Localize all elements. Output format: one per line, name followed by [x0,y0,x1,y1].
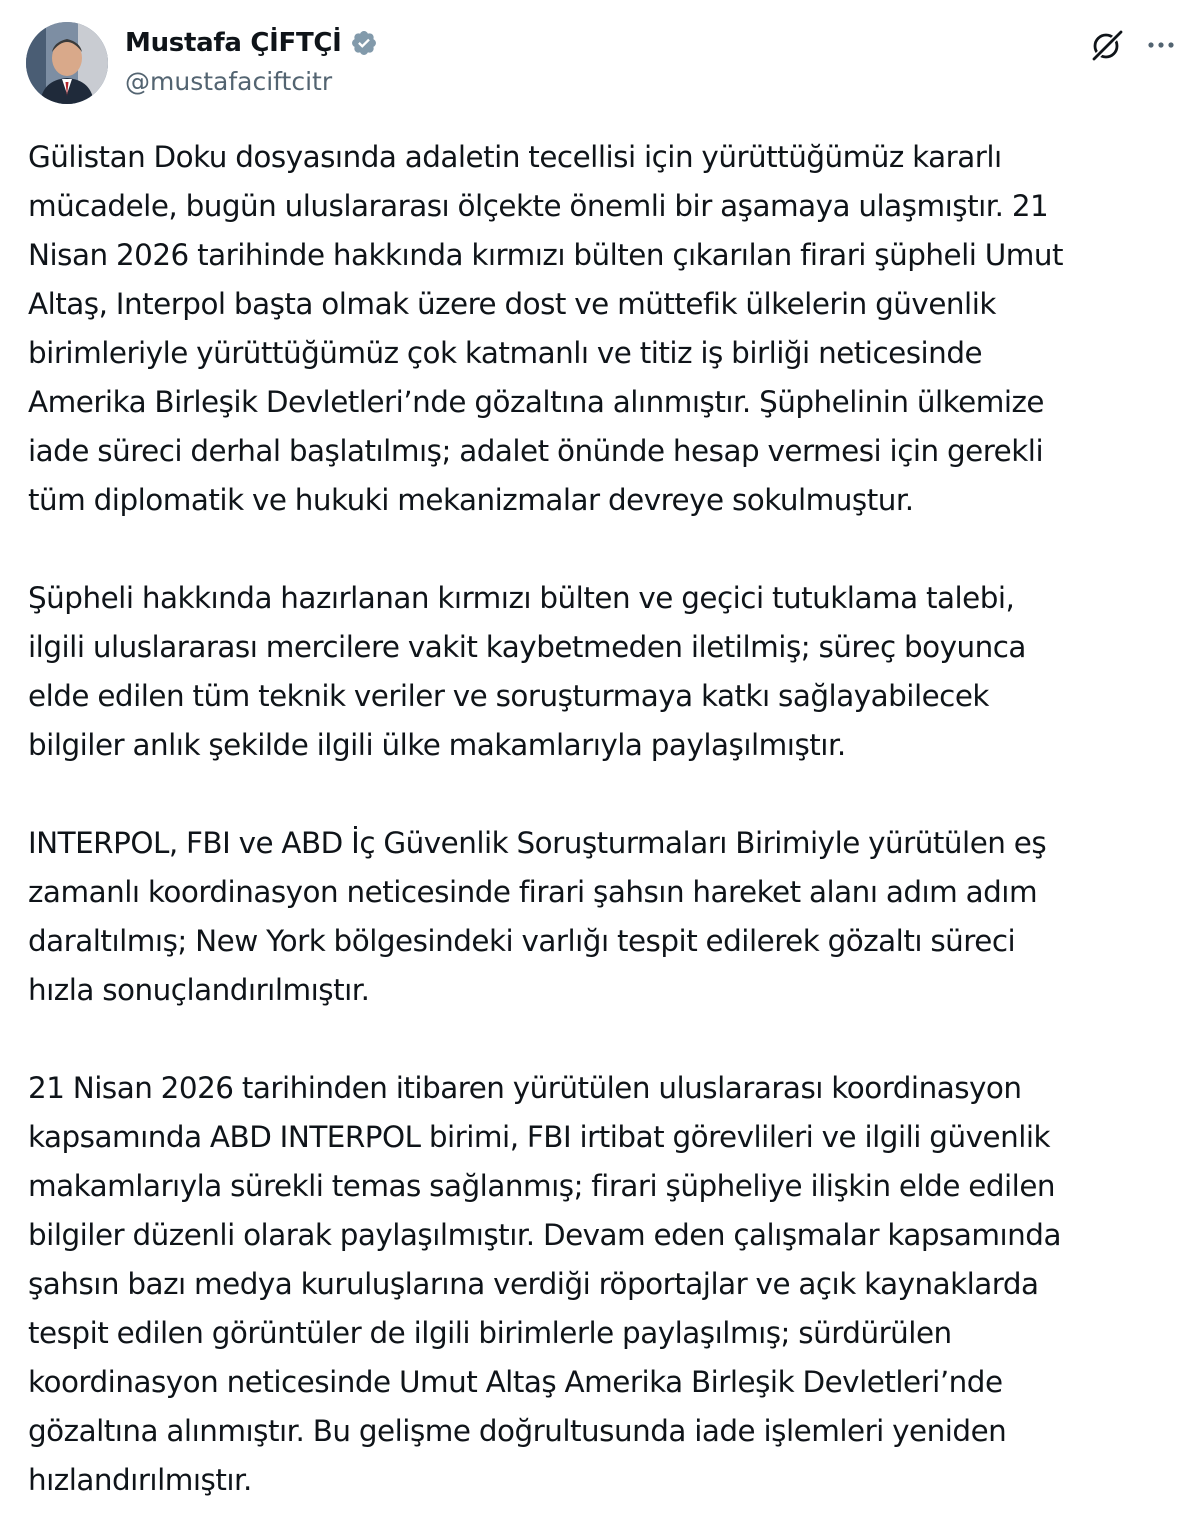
display-name[interactable]: Mustafa ÇİFTÇİ [125,28,342,58]
verified-badge-icon [350,29,378,57]
avatar-image [26,22,108,104]
handle[interactable]: @mustafaciftcitr [125,67,333,96]
tweet-paragraph: Gülistan Doku dosyasında adaletin tecellisi için yürüttüğümüz kararlı mücadele, bugün uluslararası ölçekte önemli bir aşamaya ulaşmıştır. 21 Nisan 2026 tarihinde hakkında kırmızı bülten çıkarılan firari şüpheli Umut Altaş, Interpol başta olmak üzere dost ve müttefik ülkelerin güvenlik birimleriyle yürüttüğümüz çok katmanlı ve titiz iş birliği neticesinde Amerika Birleşik Devletleri’nde gözaltına alınmıştır. Şüphelinin ülkemize iade süreci derhal başlatılmış; adalet önünde hesap vermesi için gerekli tüm diplomatik ve hukuki mekanizmalar devreye sokulmuştur. [28,140,1064,517]
avatar[interactable] [26,22,108,104]
tweet-paragraph: INTERPOL, FBI ve ABD İç Güvenlik Soruşturmaları Birimiyle yürütülen eş zamanlı koordinasyon neticesinde firari şahsın hareket alanı adım adım daraltılmış; New York bölgesindeki varlığı tespit edilerek gözaltı süreci hızla sonuçlandırılmıştır. [28,826,1047,1007]
more-options-icon[interactable] [1144,30,1178,60]
name-row [125,24,378,62]
grok-icon[interactable] [1090,28,1124,62]
tweet-text [28,133,1188,1505]
tweet-paragraph: Şüpheli hakkında hazırlanan kırmızı bülten ve geçici tutuklama talebi, ilgili uluslararası mercilere vakit kaybetmeden iletilmiş; süreç boyunca elde edilen tüm teknik veriler ve soruşturmaya katkı sağlayabilecek bilgiler anlık şekilde ilgili ülke makamlarıyla paylaşılmıştır. [28,581,1026,762]
tweet-paragraph: 21 Nisan 2026 tarihinden itibaren yürütülen uluslararası koordinasyon kapsamında ABD INTERPOL birimi, FBI irtibat görevlileri ve ilgili güvenlik makamlarıyla sürekli temas sağlanmış; firari şüpheliye ilişkin elde edilen bilgiler düzenli olarak paylaşılmıştır. Devam eden çalışmalar kapsamında şahsın bazı medya kuruluşlarına verdiği röportajlar ve açık kaynaklarda tespit edilen görüntüler de ilgili birimlerle paylaşılmış; sürdürülen koordinasyon neticesinde Umut Altaş Amerika Birleşik Devletleri’nde gözaltına alınmıştır. Bu gelişme doğrultusunda iade işlemleri yeniden hızlandırılmıştır. [28,1071,1061,1497]
tweet-header [0,0,1200,120]
